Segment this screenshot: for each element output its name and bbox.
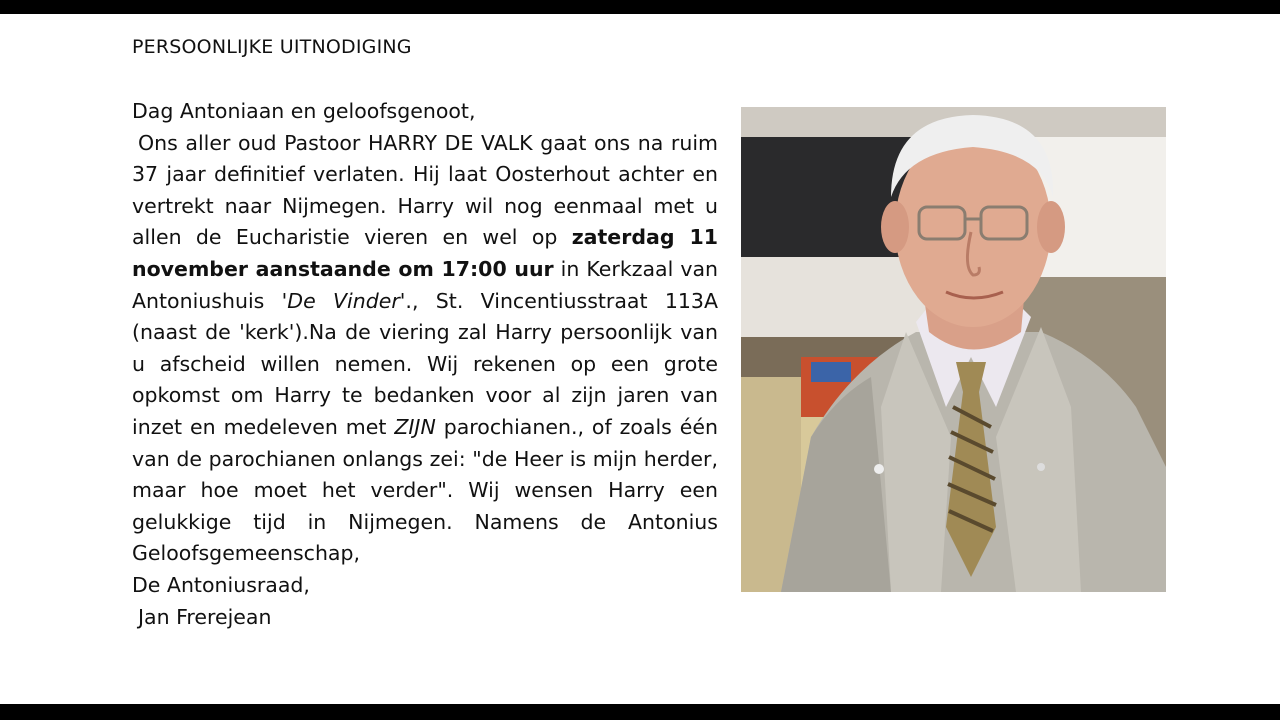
letter-greeting: Dag Antoniaan en geloofsgenoot, [132,99,476,123]
zijn-emphasis: ZIJN [394,414,436,439]
body-part-4: parochianen., of zoals één van de parochianen onlangs zei: "de Heer is mijn herder, maar hoe moet het verder". Wij wensen Harry een gelukkige tijd in Nijmegen. Namens de Antonius Geloofsgemeenschap, [132,414,718,566]
letter-signature: Jan Frerejean [138,604,272,629]
event-date: zaterdag 11 november aanstaande om 17:00 uur [132,225,718,281]
letter-body [132,128,718,570]
body-part-3: ., St. Vincentiusstraat 113A (naast de 'kerk').Na de viering zal Harry persoonlijk van u afscheid willen nemen. Wij rekenen op een grote opkomst om Harry te bedanken voor al zijn jaren van inzet en medeleven met [132,288,719,439]
letter-closing: De Antoniusraad, [132,572,310,597]
page-title: PERSOONLIJKE UITNODIGING [132,36,412,58]
slide-page [0,14,1280,704]
body-part-1: Ons aller oud Pastoor HARRY DE VALK gaat ons na ruim 37 jaar definitief verlaten. Hij laat Oosterhout achter en vertrekt naar Nijmegen. Harry wil nog eenmaal met u allen de Eucharistie vieren en wel op [132,130,718,250]
venue-name: 'De Vinder' [281,288,406,313]
body-part-2: in Kerkzaal van Antoniushuis [132,256,719,313]
invitation-letter [132,96,718,633]
portrait-photo [741,107,1166,592]
